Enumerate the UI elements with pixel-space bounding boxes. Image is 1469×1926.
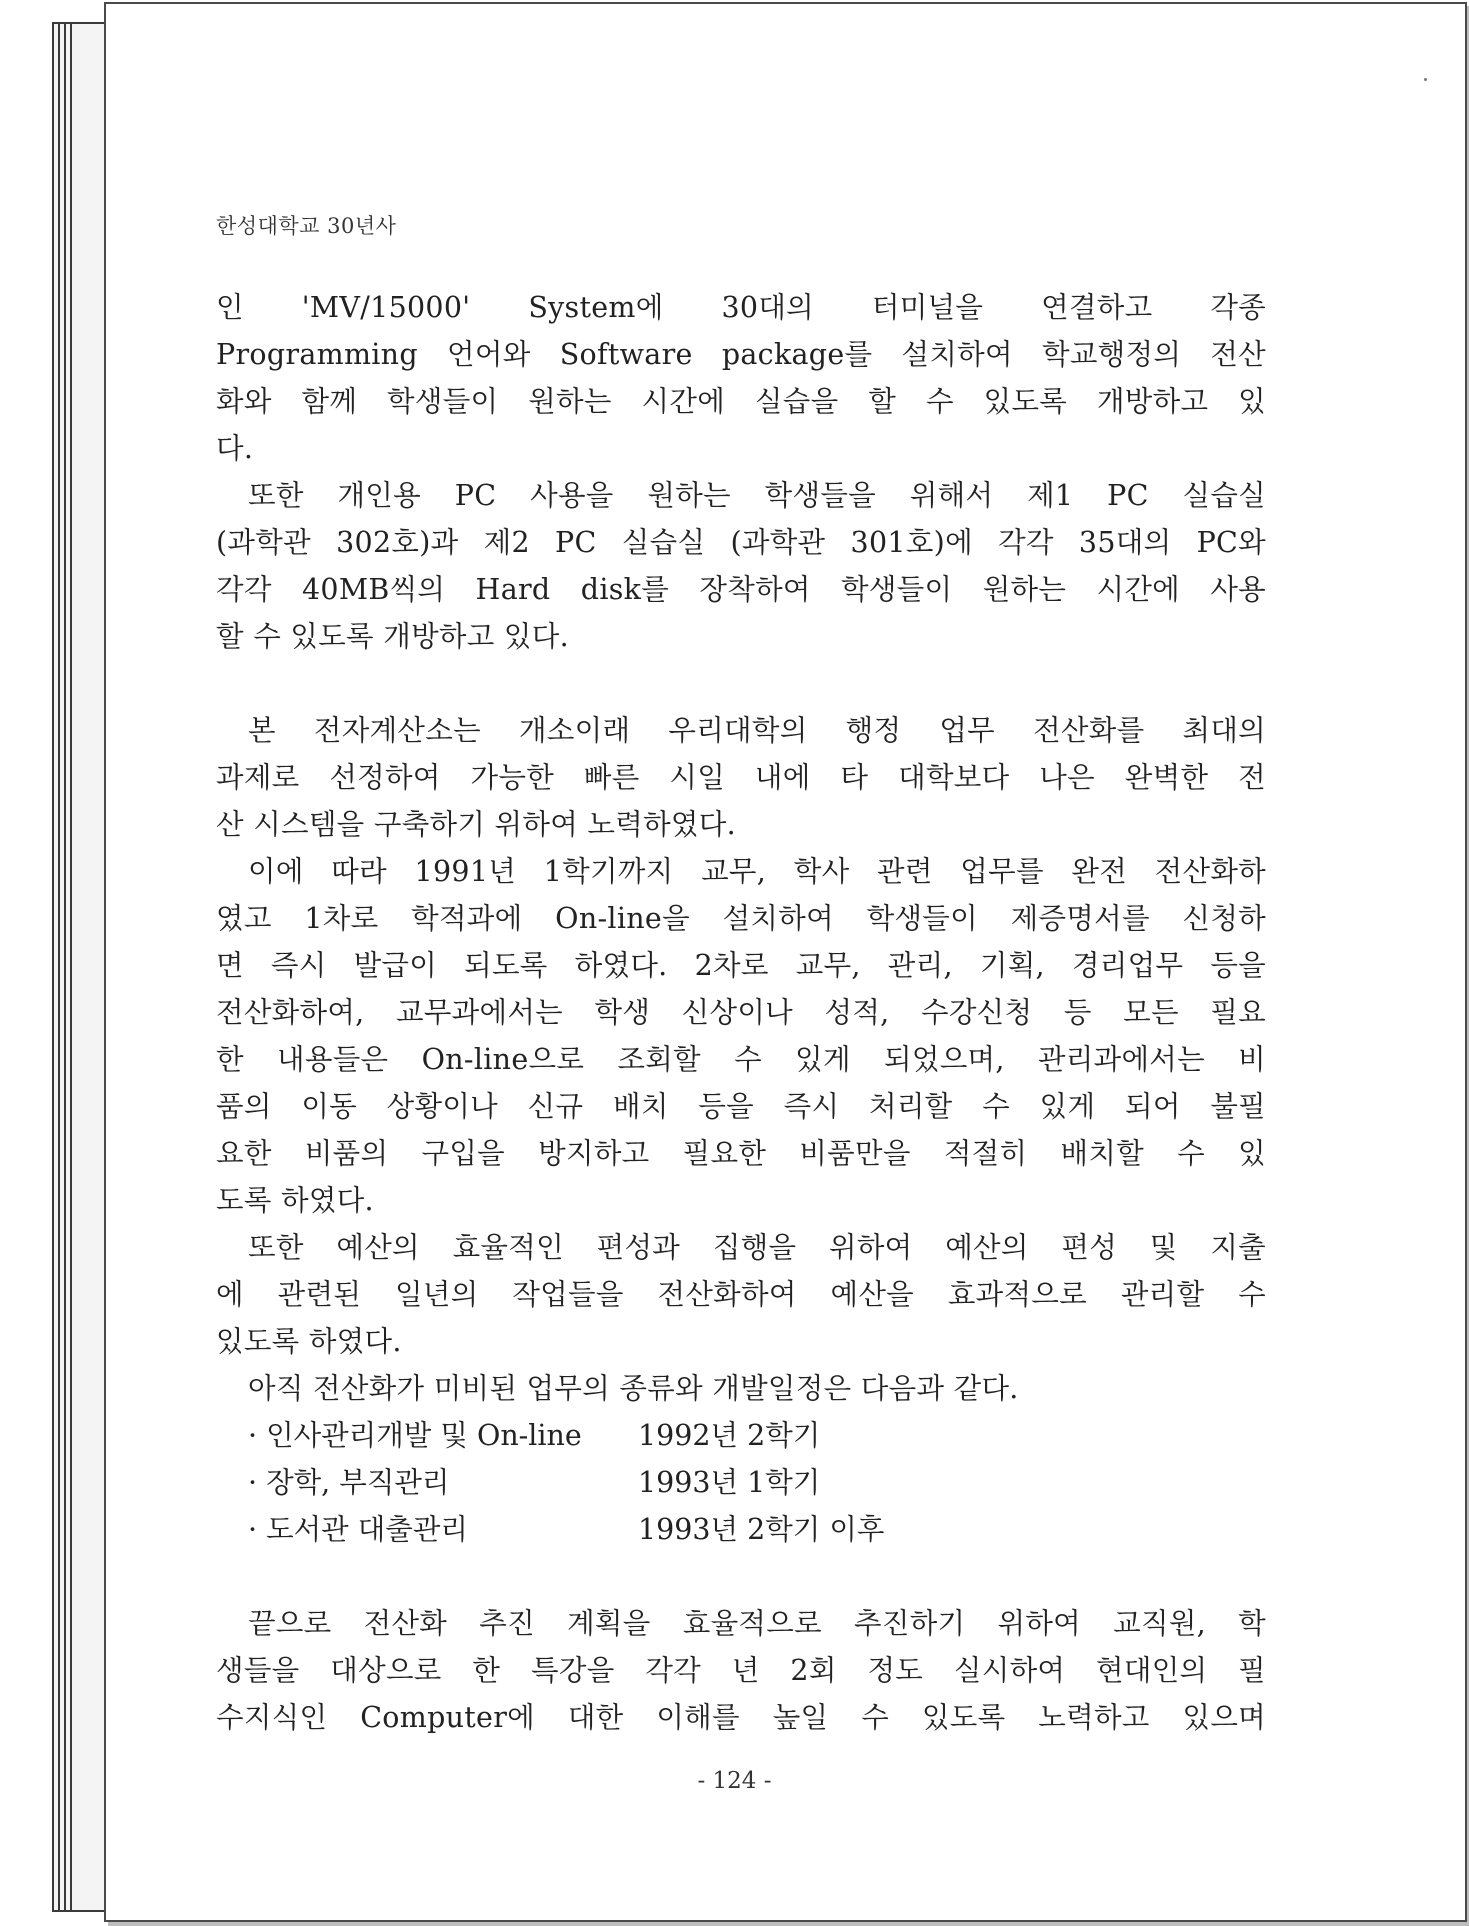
text-line: 전산화하여, 교무과에서는 학생 신상이나 성적, 수강신청 등 모든 필요: [216, 996, 1266, 1029]
text-line: 산 시스템을 구축하기 위하여 노력하였다.: [216, 808, 736, 841]
text-line: (과학관 302호)과 제2 PC 실습실 (과학관 301호)에 각각 35대의 PC와: [216, 526, 1266, 559]
paragraph: [216, 848, 1266, 1224]
paragraph: [216, 1600, 1266, 1741]
text-line: 끝으로 전산화 추진 계획을 효율적으로 추진하기 위하여 교직원, 학: [248, 1607, 1266, 1640]
list-item: [216, 1412, 1266, 1459]
text-line: 할 수 있도록 개방하고 있다.: [216, 620, 569, 653]
paragraph: [216, 284, 1266, 472]
text-line: 이에 따라 1991년 1학기까지 교무, 학사 관련 업무를 완전 전산화하: [248, 855, 1266, 888]
text-line: 화와 함께 학생들이 원하는 시간에 실습을 할 수 있도록 개방하고 있: [216, 385, 1266, 418]
text-line: 생들을 대상으로 한 특강을 각각 년 2회 정도 실시하여 현대인의 필: [216, 1654, 1266, 1687]
list-item: [216, 1459, 1266, 1506]
text-line: 다.: [216, 432, 254, 465]
schedule-task: · 도서관 대출관리: [248, 1513, 468, 1546]
text-line: 였고 1차로 학적과에 On-line을 설치하여 학생들이 제증명서를 신청하: [216, 902, 1266, 935]
page-body: [216, 284, 1266, 1741]
text-line: 각각 40MB씩의 Hard disk를 장착하여 학생들이 원하는 시간에 사용: [216, 573, 1266, 606]
paragraph: [216, 1224, 1266, 1365]
schedule-list: [216, 1412, 1266, 1553]
text-line: 에 관련된 일년의 작업들을 전산화하여 예산을 효과적으로 관리할 수: [216, 1278, 1266, 1311]
text-line: 도록 하였다.: [216, 1184, 374, 1217]
text-line: 본 전자계산소는 개소이래 우리대학의 행정 업무 전산화를 최대의: [248, 714, 1266, 747]
text-line: 또한 개인용 PC 사용을 원하는 학생들을 위해서 제1 PC 실습실: [248, 479, 1266, 512]
paragraph: [216, 1365, 1266, 1412]
text-line: 인 'MV/15000' System에 30대의 터미널을 연결하고 각종: [216, 291, 1266, 324]
text-line: 요한 비품의 구입을 방지하고 필요한 비품만을 적절히 배치할 수 있: [216, 1137, 1266, 1170]
text-line: 있도록 하였다.: [216, 1325, 402, 1358]
paragraph-gap: [216, 660, 1266, 707]
stacked-page-edges: [52, 22, 112, 1912]
schedule-date: 1993년 1학기: [638, 1466, 821, 1499]
text-line: Programming 언어와 Software package를 설치하여 학교행정의 전산: [216, 338, 1266, 371]
text-line: 면 즉시 발급이 되도록 하였다. 2차로 교무, 관리, 기획, 경리업무 등을: [216, 949, 1266, 982]
paragraph: [216, 707, 1266, 848]
text-line: 품의 이동 상황이나 신규 배치 등을 즉시 처리할 수 있게 되어 불필: [216, 1090, 1266, 1123]
text-line: 아직 전산화가 미비된 업무의 종류와 개발일정은 다음과 같다.: [248, 1372, 1019, 1405]
page-mark: [1424, 78, 1427, 81]
text-line: 한 내용들은 On-line으로 조회할 수 있게 되었으며, 관리과에서는 비: [216, 1043, 1266, 1076]
list-item: [216, 1506, 1266, 1553]
page-number: - 124 -: [697, 1768, 772, 1794]
paragraph-gap: [216, 1553, 1266, 1600]
text-line: 수지식인 Computer에 대한 이해를 높일 수 있도록 노력하고 있으며: [216, 1701, 1266, 1734]
text-line: 과제로 선정하여 가능한 빠른 시일 내에 타 대학보다 나은 완벽한 전: [216, 761, 1266, 794]
schedule-task: · 장학, 부직관리: [248, 1466, 450, 1499]
text-line: 또한 예산의 효율적인 편성과 집행을 위하여 예산의 편성 및 지출: [248, 1231, 1266, 1264]
running-header: 한성대학교 30년사: [216, 214, 397, 238]
schedule-date: 1992년 2학기: [638, 1419, 821, 1452]
schedule-date: 1993년 2학기 이후: [638, 1513, 885, 1546]
paragraph: [216, 472, 1266, 660]
schedule-task: · 인사관리개발 및 On-line: [248, 1419, 582, 1452]
